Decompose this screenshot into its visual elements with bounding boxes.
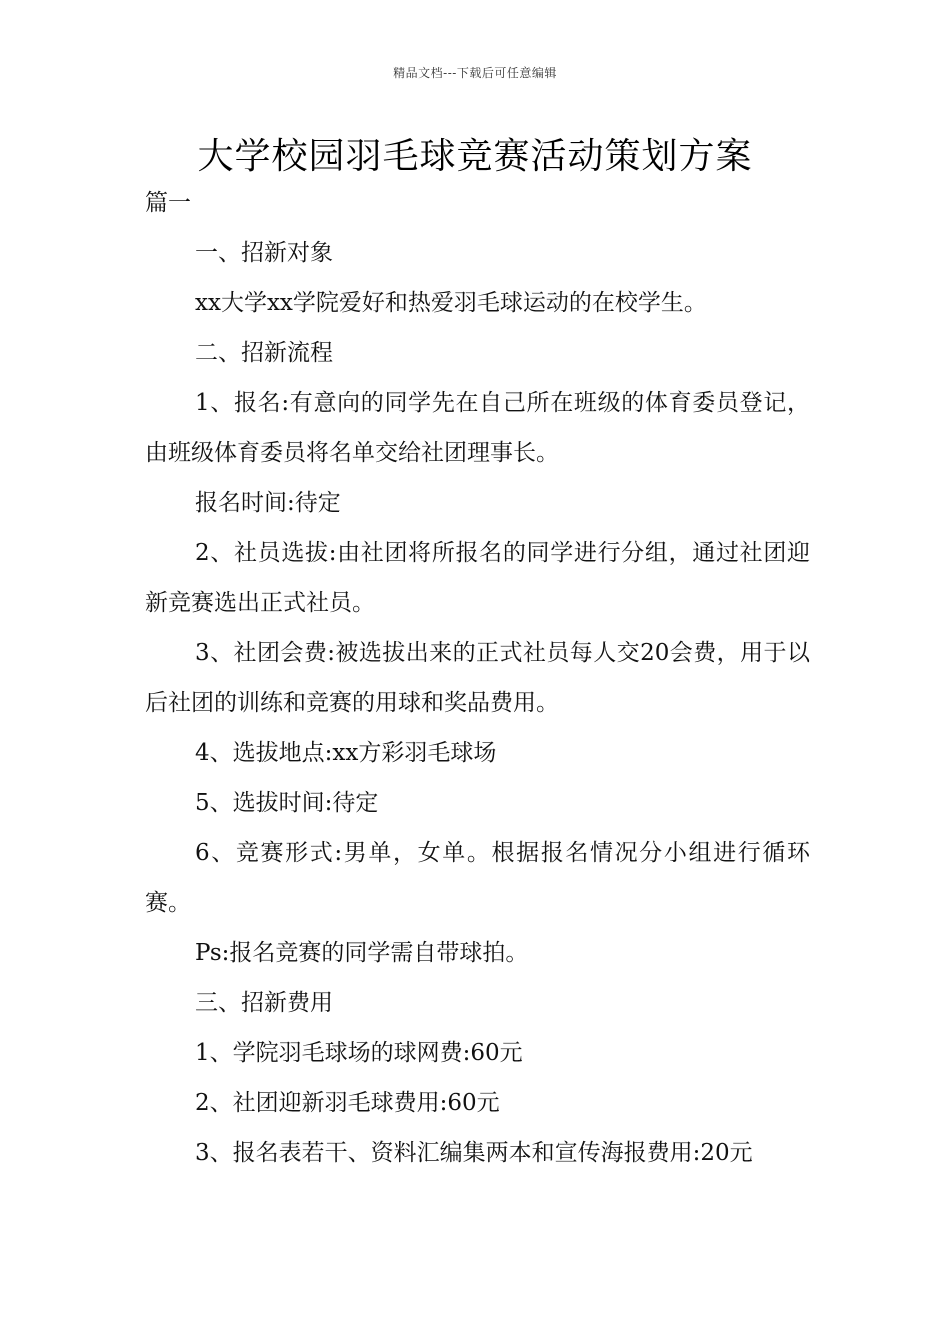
paragraph-registration-time: 报名时间:待定 — [195, 490, 341, 516]
section-label: 篇一 — [145, 190, 191, 216]
paragraph-cost-materials: 3、报名表若干、资料汇编集两本和宣传海报费用:20元 — [195, 1140, 753, 1166]
paragraph-cost-net: 1、学院羽毛球场的球网费:60元 — [195, 1040, 523, 1066]
paragraph-selection-location: 4、选拔地点:xx方彩羽毛球场 — [195, 740, 497, 766]
heading-recruit-cost: 三、招新费用 — [195, 990, 333, 1016]
heading-recruit-target: 一、招新对象 — [195, 240, 333, 266]
paragraph-cost-shuttlecock: 2、社团迎新羽毛球费用:60元 — [195, 1090, 500, 1116]
paragraph-club-fee: 3、社团会费:被选拔出来的正式社员每人交20会费，用于以后社团的训练和竞赛的用球和奖品费用。 — [145, 640, 810, 716]
header-note: 精品文档---下载后可任意编辑 — [393, 66, 557, 80]
paragraph-selection-time: 5、选拔时间:待定 — [195, 790, 379, 816]
paragraph-competition-format: 6、竞赛形式:男单，女单。根据报名情况分小组进行循环赛。 — [145, 840, 810, 916]
paragraph-member-selection: 2、社员选拔:由社团将所报名的同学进行分组，通过社团迎新竞赛选出正式社员。 — [145, 540, 810, 616]
document-body — [145, 178, 810, 1178]
paragraph-ps-note: Ps:报名竞赛的同学需自带球拍。 — [195, 940, 529, 966]
heading-recruit-process: 二、招新流程 — [195, 340, 333, 366]
paragraph-registration: 1、报名:有意向的同学先在自己所在班级的体育委员登记，由班级体育委员将名单交给社团理事长。 — [145, 390, 810, 466]
paragraph-recruit-target: xx大学xx学院爱好和热爱羽毛球运动的在校学生。 — [195, 290, 707, 316]
document-title: 大学校园羽毛球竞赛活动策划方案 — [197, 136, 753, 177]
